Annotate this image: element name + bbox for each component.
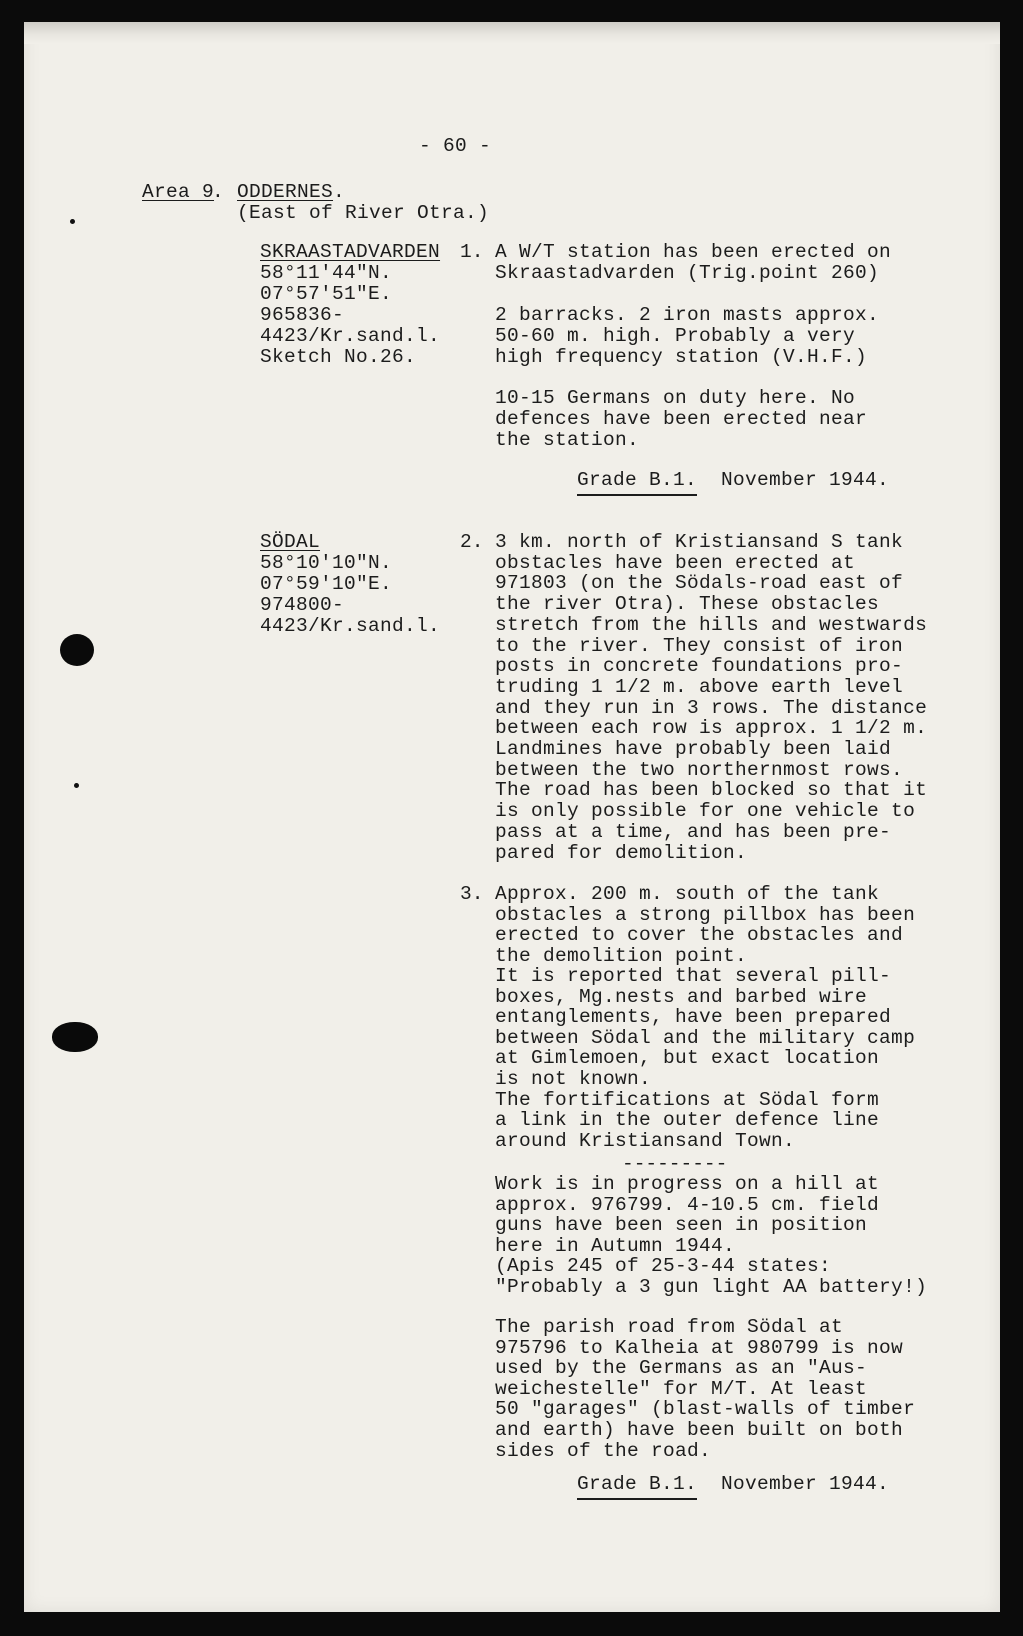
entry-2-coord: 974800- (260, 594, 345, 616)
body-line: 50 "garages" (blast-walls of timber (495, 1398, 916, 1421)
body-line: posts in concrete foundations pro- (495, 655, 904, 678)
area-subtitle: (East of River Otra.) (237, 202, 490, 224)
area-label-suffix: . (212, 181, 225, 203)
body-line: around Kristiansand Town. (495, 1129, 796, 1152)
body-line: between the two northernmost rows. (495, 758, 904, 781)
body-line: The fortifications at Södal form (495, 1088, 880, 1111)
body-line: is not known. (495, 1067, 652, 1090)
speck (70, 219, 75, 224)
entry-3-number: 3. (460, 883, 484, 905)
body-line: sides of the road. (495, 1439, 712, 1462)
body-line: "Probably a 3 gun light AA battery!) (495, 1275, 928, 1298)
speck (74, 783, 79, 788)
area-label: Area 9 (142, 181, 215, 203)
body-line: at Gimlemoen, but exact location (495, 1047, 880, 1070)
entry-2-place: SÖDAL (260, 531, 321, 553)
body-line: is only possible for one vehicle to (495, 800, 916, 823)
area-name-suffix: . (333, 181, 346, 203)
entry-2-coord: 58°10'10"N. (260, 552, 393, 574)
body-line: 3 km. north of Kristiansand S tank (495, 531, 904, 553)
body-line: 975796 to Kalheia at 980799 is now (495, 1336, 904, 1359)
body-line: approx. 976799. 4-10.5 cm. field (495, 1193, 880, 1216)
entry-2-coord: 4423/Kr.sand.l. (260, 615, 441, 637)
entry-1-line: Skraastadvarden (Trig.point 260) (495, 262, 880, 284)
body-line: and they run in 3 rows. The distance (495, 696, 928, 719)
entry-1-date: November 1944. (721, 469, 890, 491)
body-line: and earth) have been built on both (495, 1419, 904, 1441)
body-line: boxes, Mg.nests and barbed wire (495, 985, 868, 1008)
body-line: guns have been seen in position (495, 1214, 868, 1236)
entry-3-grade: Grade B.1. (577, 1473, 698, 1495)
body-line: pared for demolition. (495, 841, 748, 864)
body-line: the river Otra). These obstacles (495, 593, 880, 616)
body-line: a link in the outer defence line (495, 1109, 880, 1132)
body-line: Landmines have probably been laid (495, 738, 892, 760)
body-line: between Södal and the military camp (495, 1026, 916, 1049)
scan-top-edge (24, 22, 1000, 44)
entry-1-line: defences have been erected near (495, 408, 868, 430)
entry-1-coord: 4423/Kr.sand.l. (260, 325, 441, 347)
body-line: entanglements, have been prepared (495, 1006, 892, 1029)
body-line: Work is in progress on a hill at (495, 1173, 880, 1195)
entry-1-coord: 07°57'51"E. (260, 283, 393, 305)
entry-1-place: SKRAASTADVARDEN (260, 241, 441, 263)
entry-1-coord: 965836- (260, 304, 345, 326)
entry-3-date: November 1944. (721, 1473, 890, 1495)
body-line: Approx. 200 m. south of the tank (495, 883, 880, 905)
grade-underline (577, 494, 697, 496)
body-line: (Apis 245 of 25-3-44 states: (495, 1255, 832, 1277)
entry-1-line: 10-15 Germans on duty here. No (495, 387, 856, 409)
area-name: ODDERNES (237, 181, 334, 203)
punch-hole-top (60, 634, 94, 666)
body-line: pass at a time, and has been pre- (495, 820, 892, 843)
entry-1-line: 2 barracks. 2 iron masts approx. (495, 304, 880, 326)
separator: --------- (622, 1153, 728, 1175)
body-line: It is reported that several pill- (495, 965, 892, 988)
body-line: between each row is approx. 1 1/2 m. (495, 717, 928, 740)
entry-1-line: A W/T station has been erected on (495, 241, 892, 263)
entry-2-coord: 07°59'10"E. (260, 573, 393, 595)
entry-1-line: high frequency station (V.H.F.) (495, 346, 868, 368)
page-number: - 60 - (419, 135, 492, 157)
body-line: stretch from the hills and westwards (495, 613, 928, 636)
entry-1-grade: Grade B.1. (577, 469, 698, 491)
body-line: erected to cover the obstacles and (495, 924, 904, 947)
body-line: used by the Germans as an "Aus- (495, 1357, 868, 1380)
punch-hole-bottom (52, 1022, 98, 1052)
entry-2-number: 2. (460, 531, 484, 553)
document-page (24, 22, 1000, 1612)
body-line: 971803 (on the Södals-road east of (495, 572, 904, 595)
body-line: weichestelle" for M/T. At least (495, 1377, 868, 1400)
body-line: obstacles have been erected at (495, 551, 856, 574)
entry-1-number: 1. (460, 241, 484, 263)
body-line: here in Autumn 1944. (495, 1234, 736, 1257)
body-line: the demolition point. (495, 944, 748, 967)
entry-1-line: 50-60 m. high. Probably a very (495, 325, 856, 347)
body-line: obstacles a strong pillbox has been (495, 903, 916, 926)
entry-1-coord: 58°11'44"N. (260, 262, 393, 284)
entry-1-coord: Sketch No.26. (260, 346, 417, 368)
grade-underline (577, 1498, 697, 1500)
body-line: The road has been blocked so that it (495, 779, 928, 802)
entry-1-line: the station. (495, 429, 640, 451)
body-line: The parish road from Södal at (495, 1316, 844, 1338)
body-line: truding 1 1/2 m. above earth level (495, 675, 904, 698)
body-line: to the river. They consist of iron (495, 634, 904, 657)
